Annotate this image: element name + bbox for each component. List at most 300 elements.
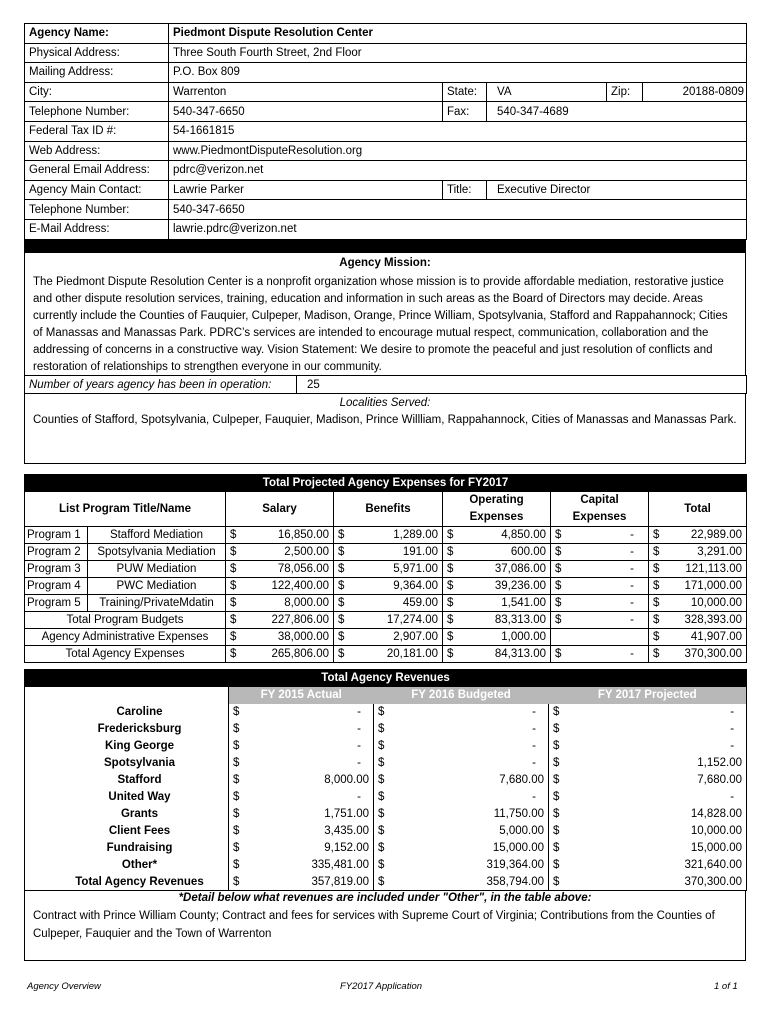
- agency-field-label: Agency Name:: [25, 24, 169, 44]
- revenue-row: [25, 704, 747, 721]
- program-name: Training/PrivateMdatin: [88, 595, 226, 612]
- money-cell: [229, 874, 374, 891]
- dollar-sign: $: [233, 875, 240, 888]
- dollar-sign: $: [447, 597, 454, 609]
- amount: 78,056.00: [277, 563, 329, 575]
- amount: 8,000.00: [324, 774, 369, 786]
- amount: 39,236.00: [494, 580, 546, 592]
- dollar-sign: $: [230, 631, 237, 643]
- amount: 17,274.00: [386, 614, 438, 626]
- amount: 11,750.00: [493, 808, 544, 820]
- mission-box: [24, 253, 746, 376]
- amount: 1,541.00: [501, 597, 546, 609]
- agency-field-value: 540-347-6650: [169, 200, 747, 220]
- agency-field-label: Agency Main Contact:: [25, 180, 169, 200]
- money-cell: [649, 595, 747, 612]
- agency-row: [25, 180, 747, 200]
- zip-value: 20188-0809: [643, 82, 747, 102]
- title-label: Title:: [443, 180, 487, 200]
- money-cell: [229, 823, 374, 840]
- amount: 328,393.00: [684, 614, 743, 626]
- revenue-source: Spotsylvania: [104, 757, 175, 769]
- money-cell: [226, 561, 334, 578]
- agency-field-value: Lawrie Parker: [169, 180, 443, 200]
- amount: 121,113.00: [685, 563, 743, 575]
- amount: -: [730, 706, 735, 718]
- dollar-sign: $: [378, 774, 385, 786]
- money-cell: [443, 629, 551, 646]
- dollar-sign: $: [553, 774, 560, 786]
- money-cell: [226, 578, 334, 595]
- dollar-sign: $: [233, 859, 240, 871]
- money-cell: [226, 595, 334, 612]
- agency-field-label: Federal Tax ID #:: [25, 121, 169, 141]
- amount: 122,400.00: [271, 580, 329, 592]
- dollar-sign: $: [338, 563, 345, 575]
- amount: 171,000.00: [684, 580, 743, 592]
- revenue-source: Caroline: [116, 706, 163, 718]
- title-value: Executive Director: [487, 180, 747, 200]
- amount: 2,907.00: [393, 631, 438, 643]
- dollar-sign: $: [230, 597, 237, 609]
- amount: -: [630, 614, 634, 626]
- revenue-source: Client Fees: [108, 825, 171, 837]
- money-cell: [549, 806, 747, 823]
- total-label: Total Program Budgets: [25, 612, 226, 629]
- dollar-sign: $: [447, 648, 454, 660]
- agency-row: [25, 141, 747, 161]
- agency-field-label: City:: [25, 82, 169, 102]
- dollar-sign: $: [378, 723, 385, 735]
- mission-heading: Agency Mission:: [339, 257, 431, 269]
- money-cell: [334, 561, 443, 578]
- dollar-sign: $: [553, 808, 560, 820]
- money-cell: [443, 544, 551, 561]
- program-number: Program 4: [25, 578, 88, 595]
- agency-row: [25, 63, 747, 83]
- revenues-table: [24, 669, 747, 891]
- money-cell: [549, 789, 747, 806]
- empty-cell: [551, 629, 649, 646]
- dollar-sign: $: [653, 648, 660, 660]
- dollar-sign: $: [233, 842, 240, 854]
- dollar-sign: $: [555, 529, 562, 541]
- amount: 2,500.00: [284, 546, 329, 558]
- zip-label: Zip:: [607, 82, 643, 102]
- dollar-sign: $: [233, 808, 240, 820]
- dollar-sign: $: [378, 757, 385, 769]
- money-cell: [226, 646, 334, 663]
- amount: -: [730, 791, 735, 803]
- money-cell: [549, 738, 747, 755]
- money-cell: [229, 840, 374, 857]
- dollar-sign: $: [378, 825, 385, 837]
- revenue-source: King George: [104, 740, 174, 752]
- dollar-sign: $: [233, 757, 240, 769]
- dollar-sign: $: [653, 563, 660, 575]
- program-row: [25, 595, 747, 612]
- dollar-sign: $: [230, 614, 237, 626]
- money-cell: [549, 721, 747, 738]
- agency-field-value: 540-347-6650: [169, 102, 443, 122]
- dollar-sign: $: [338, 631, 345, 643]
- money-cell: [374, 823, 549, 840]
- program-row: [25, 527, 747, 544]
- dollar-sign: $: [553, 825, 560, 837]
- dollar-sign: $: [233, 706, 240, 718]
- amount: 10,000.00: [690, 825, 743, 837]
- amount: 84,313.00: [494, 648, 546, 660]
- money-cell: [649, 578, 747, 595]
- dollar-sign: $: [555, 580, 562, 592]
- program-row: [25, 578, 747, 595]
- agency-field-value: lawrie.pdrc@verizon.net: [169, 219, 747, 239]
- dollar-sign: $: [230, 529, 237, 541]
- money-cell: [334, 544, 443, 561]
- agency-row: [25, 102, 747, 122]
- agency-field-label: Physical Address:: [25, 43, 169, 63]
- dollar-sign: $: [653, 529, 660, 541]
- money-cell: [649, 544, 747, 561]
- dollar-sign: $: [378, 706, 385, 718]
- amount: 1,152.00: [697, 757, 743, 769]
- agency-row: [25, 24, 747, 44]
- dollar-sign: $: [233, 791, 240, 803]
- years-row: [24, 375, 747, 394]
- agency-field-value: Piedmont Dispute Resolution Center: [169, 24, 747, 44]
- money-cell: [226, 612, 334, 629]
- header-total: Total: [649, 492, 747, 527]
- agency-field-label: Web Address:: [25, 141, 169, 161]
- amount: 370,300.00: [684, 648, 743, 660]
- dollar-sign: $: [338, 614, 345, 626]
- program-number: Program 5: [25, 595, 88, 612]
- money-cell: [334, 629, 443, 646]
- dollar-sign: $: [338, 597, 345, 609]
- dollar-sign: $: [653, 580, 660, 592]
- money-cell: [229, 704, 374, 721]
- dollar-sign: $: [555, 614, 562, 626]
- money-cell: [374, 840, 549, 857]
- state-value: VA: [487, 82, 607, 102]
- program-name: Stafford Mediation: [88, 527, 226, 544]
- dollar-sign: $: [553, 723, 560, 735]
- money-cell: [551, 544, 649, 561]
- amount: 7,680.00: [499, 774, 544, 786]
- amount: 7,680.00: [697, 774, 743, 786]
- revenue-row: [25, 772, 747, 789]
- money-cell: [229, 806, 374, 823]
- money-cell: [551, 578, 649, 595]
- agency-row: [25, 219, 747, 239]
- agency-row: [25, 43, 747, 63]
- revenue-source: United Way: [108, 791, 171, 803]
- header-fy16: FY 2016 Budgeted: [374, 687, 549, 704]
- amount: 1,289.00: [393, 529, 438, 541]
- money-cell: [443, 527, 551, 544]
- amount: -: [630, 563, 634, 575]
- money-cell: [443, 561, 551, 578]
- revenue-row: [25, 721, 747, 738]
- agency-row: [25, 82, 747, 102]
- revenue-row: [25, 755, 747, 772]
- money-cell: [443, 595, 551, 612]
- amount: 15,000.00: [492, 842, 544, 854]
- fax-value: 540-347-4689: [487, 102, 747, 122]
- revenue-source: Fredericksburg: [97, 723, 182, 735]
- agency-row: [25, 121, 747, 141]
- money-cell: [334, 595, 443, 612]
- program-name: Spotsylvania Mediation: [88, 544, 226, 561]
- amount: 9,364.00: [393, 580, 438, 592]
- amount: -: [532, 740, 536, 752]
- dollar-sign: $: [233, 740, 240, 752]
- program-number: Program 3: [25, 561, 88, 578]
- amount: 20,181.00: [386, 648, 438, 660]
- money-cell: [549, 755, 747, 772]
- amount: -: [630, 546, 634, 558]
- header-program: List Program Title/Name: [25, 492, 226, 527]
- money-cell: [649, 612, 747, 629]
- money-cell: [226, 527, 334, 544]
- revenue-source: Stafford: [117, 774, 162, 786]
- money-cell: [374, 704, 549, 721]
- amount: 9,152.00: [324, 842, 369, 854]
- money-cell: [443, 646, 551, 663]
- amount: 357,819.00: [311, 875, 369, 888]
- money-cell: [443, 612, 551, 629]
- amount: -: [630, 648, 634, 660]
- total-label: Total Agency Expenses: [25, 646, 226, 663]
- money-cell: [229, 772, 374, 789]
- amount: 5,971.00: [393, 563, 438, 575]
- amount: 227,806.00: [271, 614, 329, 626]
- dollar-sign: $: [553, 859, 560, 871]
- dollar-sign: $: [553, 706, 560, 718]
- agency-field-label: Telephone Number:: [25, 102, 169, 122]
- program-name: PWC Mediation: [88, 578, 226, 595]
- money-cell: [374, 789, 549, 806]
- amount: 16,850.00: [277, 529, 329, 541]
- amount: 5,000.00: [499, 825, 544, 837]
- localities-text: Counties of Stafford, Spotsylvania, Culpeper, Fauquier, Madison, Prince Willliam, Rappahannock, Cities of Manassas and Manassas Park.: [33, 414, 737, 426]
- amount: -: [532, 706, 536, 718]
- header-capital: Capital Expenses: [551, 492, 649, 527]
- agency-field-value: www.PiedmontDisputeResolution.org: [169, 141, 747, 161]
- money-cell: [229, 857, 374, 874]
- dollar-sign: $: [653, 631, 660, 643]
- dollar-sign: $: [338, 529, 345, 541]
- header-fy15: FY 2015 Actual: [229, 687, 374, 704]
- agency-row: [25, 161, 747, 181]
- money-cell: [229, 738, 374, 755]
- dollar-sign: $: [378, 875, 385, 888]
- amount: 3,435.00: [324, 825, 369, 837]
- amount: 37,086.00: [494, 563, 546, 575]
- dollar-sign: $: [230, 563, 237, 575]
- dollar-sign: $: [378, 791, 385, 803]
- dollar-sign: $: [378, 842, 385, 854]
- revenue-source: Total Agency Revenues: [75, 875, 204, 888]
- amount: 335,481.00: [311, 859, 369, 871]
- dollar-sign: $: [378, 859, 385, 871]
- money-cell: [334, 612, 443, 629]
- dollar-sign: $: [230, 580, 237, 592]
- dollar-sign: $: [447, 563, 454, 575]
- money-cell: [334, 578, 443, 595]
- footer-left: Agency Overview: [27, 981, 101, 992]
- agency-field-value: pdrc@verizon.net: [169, 161, 747, 181]
- money-cell: [549, 704, 747, 721]
- money-cell: [374, 874, 549, 891]
- amount: 1,000.00: [501, 631, 546, 643]
- dollar-sign: $: [555, 563, 562, 575]
- fax-label: Fax:: [443, 102, 487, 122]
- money-cell: [443, 578, 551, 595]
- total-row: [25, 612, 747, 629]
- revenue-source: Grants: [120, 808, 159, 820]
- header-benefits: Benefits: [334, 492, 443, 527]
- money-cell: [549, 823, 747, 840]
- dollar-sign: $: [230, 546, 237, 558]
- money-cell: [374, 857, 549, 874]
- total-label: Agency Administrative Expenses: [25, 629, 226, 646]
- program-name: PUW Mediation: [88, 561, 226, 578]
- footer-center: FY2017 Application: [340, 981, 423, 992]
- amount: 8,000.00: [284, 597, 329, 609]
- program-number: Program 2: [25, 544, 88, 561]
- money-cell: [549, 772, 747, 789]
- dollar-sign: $: [553, 757, 560, 769]
- agency-field-value: Warrenton: [169, 82, 443, 102]
- money-cell: [374, 806, 549, 823]
- footer-right: 1 of 1: [714, 981, 738, 992]
- amount: 319,364.00: [486, 859, 544, 871]
- dollar-sign: $: [233, 723, 240, 735]
- money-cell: [374, 738, 549, 755]
- money-cell: [334, 646, 443, 663]
- dollar-sign: $: [447, 580, 454, 592]
- dollar-sign: $: [447, 614, 454, 626]
- agency-field-value: P.O. Box 809: [169, 63, 747, 83]
- revenue-row: [25, 806, 747, 823]
- dollar-sign: $: [447, 546, 454, 558]
- money-cell: [226, 629, 334, 646]
- amount: 321,640.00: [684, 859, 743, 871]
- other-note: *Detail below what revenues are included under "Other", in the table above:: [178, 892, 592, 904]
- agency-info-table: [24, 23, 747, 240]
- amount: -: [357, 740, 361, 752]
- agency-field-label: Telephone Number:: [25, 200, 169, 220]
- program-row: [25, 561, 747, 578]
- amount: 370,300.00: [684, 875, 743, 888]
- amount: 38,000.00: [277, 631, 329, 643]
- dollar-sign: $: [338, 580, 345, 592]
- dollar-sign: $: [378, 740, 385, 752]
- money-cell: [649, 561, 747, 578]
- money-cell: [649, 527, 747, 544]
- amount: 3,291.00: [697, 546, 743, 558]
- agency-row: [25, 200, 747, 220]
- amount: -: [730, 723, 735, 735]
- amount: 191.00: [402, 546, 438, 558]
- revenue-row: [25, 840, 747, 857]
- state-label: State:: [443, 82, 487, 102]
- money-cell: [334, 527, 443, 544]
- amount: 83,313.00: [494, 614, 546, 626]
- amount: 358,794.00: [486, 875, 544, 888]
- revenue-source: Other*: [121, 859, 158, 871]
- revenue-row: [25, 874, 747, 891]
- dollar-sign: $: [338, 648, 345, 660]
- header-fy17: FY 2017 Projected: [549, 687, 747, 704]
- money-cell: [551, 595, 649, 612]
- revenue-row: [25, 738, 747, 755]
- agency-field-label: Mailing Address:: [25, 63, 169, 83]
- dollar-sign: $: [555, 597, 562, 609]
- dollar-sign: $: [553, 875, 560, 888]
- amount: -: [357, 723, 361, 735]
- header-salary: Salary: [226, 492, 334, 527]
- years-label: Number of years agency has been in operation:: [25, 376, 297, 394]
- dollar-sign: $: [447, 529, 454, 541]
- money-cell: [374, 772, 549, 789]
- money-cell: [649, 629, 747, 646]
- amount: 4,850.00: [501, 529, 546, 541]
- agency-field-label: E-Mail Address:: [25, 219, 169, 239]
- amount: -: [730, 740, 735, 752]
- amount: 22,989.00: [690, 529, 743, 541]
- amount: 600.00: [510, 546, 546, 558]
- revenue-row: [25, 823, 747, 840]
- money-cell: [649, 646, 747, 663]
- agency-field-value: 54-1661815: [169, 121, 747, 141]
- money-cell: [226, 544, 334, 561]
- amount: -: [532, 723, 536, 735]
- money-cell: [549, 857, 747, 874]
- amount: -: [630, 597, 634, 609]
- money-cell: [229, 721, 374, 738]
- dollar-sign: $: [338, 546, 345, 558]
- amount: -: [357, 706, 361, 718]
- amount: 41,907.00: [690, 631, 743, 643]
- amount: 15,000.00: [690, 842, 743, 854]
- revenue-header-blank: [25, 687, 229, 704]
- revenue-source: Fundraising: [106, 842, 173, 854]
- amount: -: [630, 529, 634, 541]
- dollar-sign: $: [233, 774, 240, 786]
- money-cell: [374, 721, 549, 738]
- money-cell: [229, 755, 374, 772]
- money-cell: [551, 561, 649, 578]
- expenses-table: [24, 474, 747, 663]
- money-cell: [551, 612, 649, 629]
- dollar-sign: $: [230, 648, 237, 660]
- money-cell: [374, 755, 549, 772]
- localities-label: Localities Served:: [339, 397, 431, 409]
- amount: 14,828.00: [690, 808, 743, 820]
- dollar-sign: $: [555, 546, 562, 558]
- revenue-row: [25, 857, 747, 874]
- dollar-sign: $: [553, 740, 560, 752]
- total-row: [25, 629, 747, 646]
- dollar-sign: $: [653, 597, 660, 609]
- revenue-row: [25, 789, 747, 806]
- agency-field-value: Three South Fourth Street, 2nd Floor: [169, 43, 747, 63]
- amount: -: [357, 757, 361, 769]
- money-cell: [229, 789, 374, 806]
- years-value: 25: [297, 376, 747, 394]
